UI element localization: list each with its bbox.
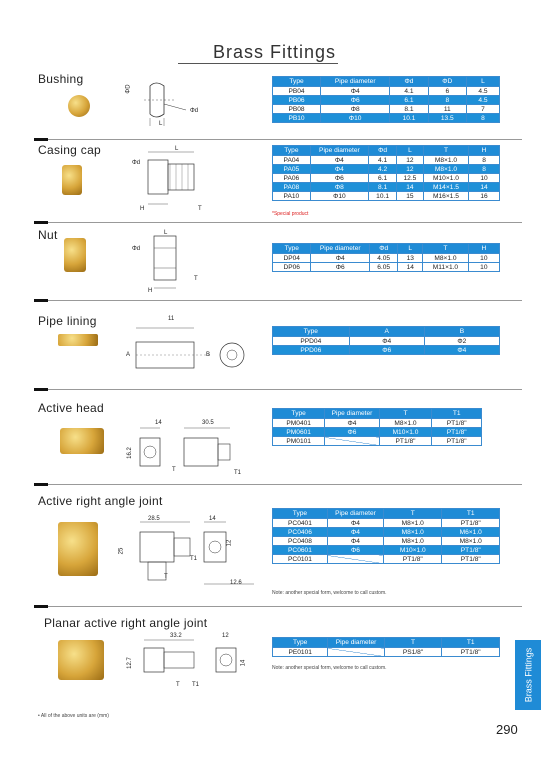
table-cell: 14 xyxy=(397,183,424,192)
column-header: Φd xyxy=(370,244,398,254)
parj-dim-T: T xyxy=(176,682,180,688)
column-header: Type xyxy=(273,146,311,156)
column-header: T xyxy=(384,638,442,648)
table-row xyxy=(273,648,500,657)
table-row xyxy=(273,254,500,263)
spec-table-casing-cap xyxy=(272,145,500,201)
table-cell: Φ6 xyxy=(310,174,368,183)
section-title-active-head: Active head xyxy=(38,401,105,415)
table-cell: M8×1.0 xyxy=(384,519,442,528)
column-header: T xyxy=(423,244,468,254)
table-cell: 12 xyxy=(397,156,424,165)
section-title-bushing: Bushing xyxy=(38,72,84,86)
table-cell: PC0401 xyxy=(273,519,328,528)
table-cell: PT1/8" xyxy=(442,648,500,657)
table-cell: PT1/8" xyxy=(442,555,500,564)
table-header-row xyxy=(273,327,500,337)
casing-cap-dim-d: Φd xyxy=(132,160,141,166)
section-title-nut: Nut xyxy=(38,228,58,242)
bushing-dim-D: ΦD xyxy=(125,84,132,94)
table-cell xyxy=(328,648,384,657)
table-row xyxy=(273,419,482,428)
side-tab-label: Brass Fittings xyxy=(523,647,534,703)
planar-right-angle-photo xyxy=(58,640,104,680)
section-divider xyxy=(34,606,522,607)
table-row xyxy=(273,346,500,355)
column-header: Pipe diameter xyxy=(325,409,379,419)
table-cell: Φ6 xyxy=(321,96,390,105)
nut-photo xyxy=(64,238,86,272)
active-head-dim-16-2: 16.2 xyxy=(126,447,133,459)
column-header: A xyxy=(349,327,424,337)
table-cell: PS1/8" xyxy=(384,648,442,657)
footer-note-text: All of the above units are (mm) xyxy=(40,713,109,719)
spec-table-nut xyxy=(272,243,500,272)
table-cell: 6.1 xyxy=(369,174,397,183)
bushing-photo xyxy=(68,95,90,117)
spec-table-bushing xyxy=(272,76,500,123)
column-header: Pipe diameter xyxy=(310,146,368,156)
table-cell: Φ4 xyxy=(310,165,368,174)
table-cell xyxy=(325,437,379,446)
table-cell: PC0408 xyxy=(273,537,328,546)
parj-dim-12: 12 xyxy=(222,633,229,639)
arj-dim-12-6: 12.6 xyxy=(230,580,242,586)
arj-dim-14: 14 xyxy=(209,516,216,522)
arj-dim-28-5: 28.5 xyxy=(148,516,160,522)
table-cell: Φ4 xyxy=(327,519,383,528)
section-title-pipe-lining: Pipe lining xyxy=(38,314,97,328)
table-cell: PB06 xyxy=(273,96,321,105)
table-cell: Φ4 xyxy=(327,528,383,537)
section-divider xyxy=(34,389,522,390)
table-cell: PM0401 xyxy=(273,419,325,428)
table-cell: 4.1 xyxy=(390,87,428,96)
active-head-dim-T1: T1 xyxy=(234,470,242,476)
table-row xyxy=(273,437,482,446)
table-row xyxy=(273,174,500,183)
arj-note: Note: another special form, welcome to call custom. xyxy=(272,590,387,596)
table-cell: 6.05 xyxy=(370,263,398,272)
section-divider xyxy=(34,300,522,301)
table-header-row xyxy=(273,244,500,254)
table-cell: 10 xyxy=(468,254,499,263)
section-divider xyxy=(34,484,522,485)
active-head-dim-14: 14 xyxy=(155,420,162,426)
column-header: T xyxy=(379,409,432,419)
table-cell: 8 xyxy=(466,114,499,123)
arj-dim-T1: T1 xyxy=(190,556,198,562)
table-row xyxy=(273,555,500,564)
table-cell: DP06 xyxy=(273,263,311,272)
table-header-row xyxy=(273,638,500,648)
table-cell: M8×1.0 xyxy=(442,537,500,546)
section-title-casing-cap: Casing cap xyxy=(38,143,102,157)
table-cell xyxy=(327,555,383,564)
table-cell: 8.1 xyxy=(369,183,397,192)
table-cell: M10×1.0 xyxy=(423,174,468,183)
table-cell: 13 xyxy=(398,254,423,263)
table-cell: M8×1.0 xyxy=(384,528,442,537)
casing-cap-dim-H: H xyxy=(140,206,145,212)
table-cell: PT1/8" xyxy=(379,437,432,446)
table-cell: Φ4 xyxy=(349,337,424,346)
table-cell: 8 xyxy=(428,96,466,105)
active-head-drawing xyxy=(124,418,264,480)
table-cell: Φ6 xyxy=(327,546,383,555)
table-cell: DP04 xyxy=(273,254,311,263)
column-header: Type xyxy=(273,509,328,519)
table-row xyxy=(273,96,500,105)
table-cell: 4.5 xyxy=(466,87,499,96)
parj-dim-T1: T1 xyxy=(192,682,200,688)
nut-dim-d: Φd xyxy=(132,246,141,252)
column-header: Type xyxy=(273,77,321,87)
bushing-drawing xyxy=(118,76,228,132)
table-cell: Φ4 xyxy=(321,87,390,96)
table-row xyxy=(273,87,500,96)
column-header: L xyxy=(398,244,423,254)
table-header-row xyxy=(273,146,500,156)
table-cell: M11×1.0 xyxy=(423,263,468,272)
column-header: B xyxy=(424,327,499,337)
table-cell: PA04 xyxy=(273,156,311,165)
table-cell: 12 xyxy=(397,165,424,174)
parj-dim-12-7: 12.7 xyxy=(126,657,133,669)
table-cell: PA05 xyxy=(273,165,311,174)
spec-table-active-right-angle xyxy=(272,508,500,564)
table-row xyxy=(273,114,500,123)
column-header: Type xyxy=(273,638,328,648)
table-cell: 16 xyxy=(469,192,500,201)
table-cell: PB10 xyxy=(273,114,321,123)
table-cell: 8 xyxy=(469,165,500,174)
footer-note: • All of the above units are (mm) xyxy=(38,713,109,719)
table-cell: M8×1.0 xyxy=(384,537,442,546)
table-cell: M10×1.0 xyxy=(384,546,442,555)
table-row xyxy=(273,528,500,537)
table-cell: 12.5 xyxy=(397,174,424,183)
column-header: Pipe diameter xyxy=(321,77,390,87)
parj-note: Note: another special form, welcome to call custom. xyxy=(272,665,387,671)
table-cell: PT1/8" xyxy=(432,419,482,428)
table-cell: M16×1.5 xyxy=(423,192,468,201)
table-cell: 13.5 xyxy=(428,114,466,123)
table-cell: M8×1.0 xyxy=(423,156,468,165)
table-cell: Φ10 xyxy=(321,114,390,123)
nut-dim-H: H xyxy=(148,288,153,294)
table-cell: M14×1.5 xyxy=(423,183,468,192)
column-header: Pipe diameter xyxy=(328,638,384,648)
column-header: H xyxy=(468,244,499,254)
table-row xyxy=(273,183,500,192)
section-divider xyxy=(34,222,522,223)
table-cell: PT1/8" xyxy=(442,546,500,555)
page-title: Brass Fittings xyxy=(212,42,337,62)
table-cell: PT1/8" xyxy=(432,437,482,446)
table-row xyxy=(273,537,500,546)
column-header: T1 xyxy=(442,509,500,519)
table-cell: PPD04 xyxy=(273,337,350,346)
table-cell: Φ6 xyxy=(311,263,370,272)
column-header: ΦD xyxy=(428,77,466,87)
section-divider xyxy=(34,139,522,140)
active-head-dim-T: T xyxy=(172,467,176,473)
side-tab xyxy=(515,640,541,710)
nut-dim-L: L xyxy=(164,230,168,236)
table-cell: PA08 xyxy=(273,183,311,192)
table-row xyxy=(273,546,500,555)
table-cell: M10×1.0 xyxy=(379,428,432,437)
table-cell: PM0101 xyxy=(273,437,325,446)
casing-cap-dim-L: L xyxy=(175,146,179,152)
column-header: L xyxy=(397,146,424,156)
table-cell: PB08 xyxy=(273,105,321,114)
table-row xyxy=(273,156,500,165)
table-cell: Φ4 xyxy=(424,346,499,355)
table-cell: Φ4 xyxy=(311,254,370,263)
special-product-note: *Special product xyxy=(272,211,309,217)
column-header: Type xyxy=(273,244,311,254)
table-cell: 10.1 xyxy=(390,114,428,123)
arj-dim-12: 12 xyxy=(226,539,233,547)
table-cell: PM0601 xyxy=(273,428,325,437)
parj-dim-33-2: 33.2 xyxy=(170,633,182,639)
page-number: 290 xyxy=(496,722,518,737)
arj-dim-T: T xyxy=(164,574,168,580)
table-cell: PA10 xyxy=(273,192,311,201)
table-cell: PA06 xyxy=(273,174,311,183)
bushing-dim-L: L xyxy=(159,121,163,127)
column-header: Φd xyxy=(390,77,428,87)
casing-cap-dim-T: T xyxy=(198,206,202,212)
table-cell: Φ4 xyxy=(310,156,368,165)
table-cell: PT1/8" xyxy=(384,555,442,564)
spec-table-planar-right-angle xyxy=(272,637,500,657)
title-underline xyxy=(178,63,338,64)
column-header: T xyxy=(423,146,468,156)
column-header: Type xyxy=(273,327,350,337)
table-cell: PC0601 xyxy=(273,546,328,555)
bushing-dim-d: Φd xyxy=(190,108,199,114)
column-header: T1 xyxy=(432,409,482,419)
table-cell: M8×1.0 xyxy=(423,254,468,263)
casing-cap-photo xyxy=(62,165,82,195)
table-cell: 4.5 xyxy=(466,96,499,105)
column-header: H xyxy=(469,146,500,156)
table-row xyxy=(273,165,500,174)
nut-dim-T: T xyxy=(194,276,198,282)
nut-drawing xyxy=(128,228,218,298)
table-cell: Φ8 xyxy=(321,105,390,114)
table-cell: PE0101 xyxy=(273,648,328,657)
table-row xyxy=(273,337,500,346)
section-title-planar-right-angle: Planar active right angle joint xyxy=(44,616,208,630)
table-cell: M6×1.0 xyxy=(442,528,500,537)
table-row xyxy=(273,428,482,437)
table-header-row xyxy=(273,409,482,419)
active-head-dim-30-5: 30.5 xyxy=(202,420,214,426)
column-header: L xyxy=(466,77,499,87)
table-cell: 7 xyxy=(466,105,499,114)
table-cell: 11 xyxy=(428,105,466,114)
table-cell: 8 xyxy=(469,156,500,165)
table-cell: PT1/8" xyxy=(442,519,500,528)
table-cell: Φ2 xyxy=(424,337,499,346)
section-title-active-right-angle: Active right angle joint xyxy=(38,494,163,508)
pipe-lining-drawing xyxy=(120,316,260,380)
table-row xyxy=(273,519,500,528)
table-cell: Φ8 xyxy=(310,183,368,192)
table-cell: PPD06 xyxy=(273,346,350,355)
column-header: Pipe diameter xyxy=(327,509,383,519)
table-cell: 14 xyxy=(398,263,423,272)
pipe-lining-dim-11: 11 xyxy=(168,316,175,322)
table-cell: 10 xyxy=(469,174,500,183)
table-cell: 4.2 xyxy=(369,165,397,174)
table-cell: Φ4 xyxy=(325,419,379,428)
table-row xyxy=(273,263,500,272)
table-cell: 8.1 xyxy=(390,105,428,114)
table-cell: M8×1.0 xyxy=(379,419,432,428)
column-header: Pipe diameter xyxy=(311,244,370,254)
active-head-photo xyxy=(60,428,104,454)
table-cell: Φ6 xyxy=(349,346,424,355)
table-cell: 14 xyxy=(469,183,500,192)
column-header: Type xyxy=(273,409,325,419)
column-header: T xyxy=(384,509,442,519)
table-row xyxy=(273,192,500,201)
table-cell: 6 xyxy=(428,87,466,96)
pipe-lining-dim-B: B xyxy=(206,352,211,358)
table-cell: Φ10 xyxy=(310,192,368,201)
table-header-row xyxy=(273,77,500,87)
table-cell: 4.05 xyxy=(370,254,398,263)
column-header: T1 xyxy=(442,638,500,648)
column-header: Φd xyxy=(369,146,397,156)
spec-table-pipe-lining xyxy=(272,326,500,355)
table-cell: PC0406 xyxy=(273,528,328,537)
table-cell: PC0101 xyxy=(273,555,328,564)
pipe-lining-photo xyxy=(58,334,98,346)
parj-dim-14: 14 xyxy=(240,659,247,667)
table-cell: 15 xyxy=(397,192,424,201)
table-cell: M8×1.0 xyxy=(423,165,468,174)
table-cell: PB04 xyxy=(273,87,321,96)
active-right-angle-photo xyxy=(58,522,98,576)
table-header-row xyxy=(273,509,500,519)
arj-dim-25: 25 xyxy=(118,547,125,555)
pipe-lining-dim-A: A xyxy=(126,352,131,358)
table-cell: Φ6 xyxy=(325,428,379,437)
spec-table-active-head xyxy=(272,408,482,446)
table-cell: 4.1 xyxy=(369,156,397,165)
table-cell: 10 xyxy=(468,263,499,272)
table-row xyxy=(273,105,500,114)
table-cell: 6.1 xyxy=(390,96,428,105)
table-cell: Φ4 xyxy=(327,537,383,546)
table-cell: 10.1 xyxy=(369,192,397,201)
table-cell: PT1/8" xyxy=(432,428,482,437)
